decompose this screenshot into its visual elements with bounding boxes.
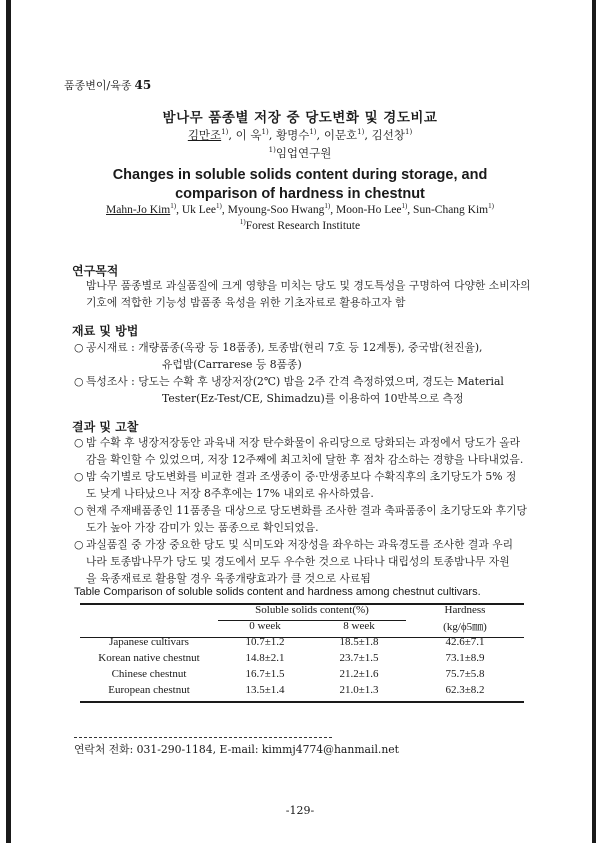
bullet-icon: ○ xyxy=(74,436,84,449)
affil-mark: 1) xyxy=(239,218,246,227)
bullet-icon: ○ xyxy=(74,341,84,354)
text-line: 밤나무 품종별로 과실품질에 크게 영향을 미치는 당도 및 경도특성을 구명하여 다양한 소비자의 xyxy=(86,279,531,292)
cell: 21.0±1.3 xyxy=(339,684,379,696)
korean-title: 밤나무 품종별 저장 중 당도변화 및 경도비교 xyxy=(162,110,438,126)
objective-text xyxy=(86,277,532,311)
section-tag-label: 품종변이/육종 xyxy=(64,79,132,92)
footnote-divider xyxy=(74,737,332,738)
result-item xyxy=(74,468,534,502)
text-line: 감을 확인할 수 있었으며, 저장 12주째에 최고치에 달한 후 점차 감소하는 경향을 나타내었음. xyxy=(86,453,524,466)
cell: 16.7±1.5 xyxy=(245,668,285,680)
table-row xyxy=(80,650,524,666)
table-header-row xyxy=(80,618,524,634)
author-name: Uk Lee xyxy=(181,204,216,216)
author-name: 김만조 xyxy=(187,128,222,142)
cell: Chinese chestnut xyxy=(111,668,187,680)
english-affiliation xyxy=(0,220,600,232)
affil-mark: 1) xyxy=(268,146,276,155)
header-cell xyxy=(80,602,218,618)
table-row xyxy=(80,666,524,682)
abstract-number: 45 xyxy=(134,78,152,92)
bullet-icon: ○ xyxy=(74,538,84,551)
objective-heading: 연구목적 xyxy=(72,264,119,278)
result-item xyxy=(74,434,534,468)
author-name: Myoung-Soo Hwang xyxy=(227,204,325,216)
methods-heading: 재료 및 방법 xyxy=(72,324,139,338)
header-cell: 8 week xyxy=(343,620,375,632)
author-affil-mark: 1) xyxy=(309,128,317,137)
text-line: 유럽밤(Carrarese 등 8품종) xyxy=(162,358,302,371)
text-line: 개량품종(옥광 등 18품종), 토종밤(현리 7호 등 12계통), 중국밤(천진율), xyxy=(138,341,483,354)
methods-material xyxy=(74,339,534,373)
header-cell: Hardness xyxy=(444,604,486,616)
author-affil-mark: 1) xyxy=(221,128,229,137)
author-affil-mark: 1) xyxy=(405,128,413,137)
author-name: Mahn-Jo Kim xyxy=(106,204,171,216)
table-row xyxy=(80,682,524,698)
cell: Japanese cultivars xyxy=(109,636,189,648)
english-authors: Mahn-Jo Kim$^{1)}$, Uk Lee$^{1)}$, Myoung-Soo Hwang$^{1)}$, Moon-Ho Lee$^{1)}$, Sun-Chang Kim$^{1)}$ xyxy=(106,202,494,216)
author-affil-mark: 1) xyxy=(488,202,494,211)
survey-label: 특성조사 : xyxy=(86,375,135,388)
header-cell: (kg/ϕ5㎜) xyxy=(443,621,487,633)
author-affil-mark: 1) xyxy=(401,202,408,211)
cell: 75.7±5.8 xyxy=(445,668,485,680)
result-item xyxy=(74,502,534,536)
author-affil-mark: 1) xyxy=(324,202,331,211)
contact-info: 연락처 전화: 031-290-1184, E-mail: kimmj4774@hanmail.net xyxy=(74,743,400,756)
text-line: 밤 수확 후 냉장저장동안 과육내 저장 탄수화물이 유리당으로 당화되는 과정에서 당도가 올라 xyxy=(86,436,521,449)
cell: 21.2±1.6 xyxy=(339,668,379,680)
english-title-line: Changes in soluble solids content during storage, and xyxy=(112,167,488,183)
material-label: 공시재료 : xyxy=(86,341,135,354)
author-affil-mark: 1) xyxy=(216,202,222,211)
korean-authors: 김만조$^{1)}$, 이 욱$^{1)}$, 황명수$^{1)}$, 이문호$^{1)}$, 김선창$^{1)}$ xyxy=(187,128,413,142)
text-line: Tester(Ez-Test/CE, Shimadzu)를 이용하여 10반복으로 측정 xyxy=(162,392,464,405)
english-title-line: comparison of hardness in chestnut xyxy=(175,186,425,202)
cell: 18.5±1.8 xyxy=(339,636,379,648)
cell: 42.6±7.1 xyxy=(445,636,485,648)
author-affil-mark: 1) xyxy=(261,128,269,137)
text-line: 밤 숙기별로 당도변화를 비교한 결과 조생종이 중·만생종보다 수확직후의 초기당도가 5% 정 xyxy=(86,470,517,483)
cell: 14.8±2.1 xyxy=(245,652,285,664)
text-line: 당도는 수확 후 냉장저장(2℃) 밤을 2주 간격 측정하였으며, 경도는 Material xyxy=(138,375,504,388)
english-title xyxy=(0,166,600,204)
table-row xyxy=(80,634,524,650)
cell: Korean native chestnut xyxy=(98,652,200,664)
cell: 62.3±8.2 xyxy=(445,684,485,696)
author-name: 김선창 xyxy=(371,128,405,142)
table-header-row xyxy=(80,602,524,618)
bullet-icon: ○ xyxy=(74,375,84,388)
affil-text: Forest Research Institute xyxy=(245,220,361,232)
cell: 23.7±1.5 xyxy=(339,652,379,664)
text-line: 나라 토종밤나무가 당도 및 경도에서 모두 우수한 것으로 나타나 대립성의 토종밤나무 자원 xyxy=(86,555,510,568)
header-cell: Soluble solids content(%) xyxy=(255,604,369,616)
text-line: 을 육종재료로 활용할 경우 육종개량효과가 클 것으로 사료됨 xyxy=(86,572,371,585)
author-affil-mark: 1) xyxy=(357,128,365,137)
bullet-icon: ○ xyxy=(74,470,84,483)
table-caption: Table Comparison of soluble solids content and hardness among chestnut cultivars. xyxy=(74,586,481,598)
bullet-icon: ○ xyxy=(74,504,84,517)
result-item xyxy=(74,536,534,587)
author-name: 이문호 xyxy=(323,128,358,142)
header-cell: 0 week xyxy=(249,620,281,632)
header-cell xyxy=(80,618,218,634)
text-line: 과실품질 중 가장 중요한 당도 및 식미도와 저장성을 좌우하는 과육경도를 조사한 결과 우리 xyxy=(86,538,514,551)
cell: European chestnut xyxy=(108,684,190,696)
text-line: 도가 높아 가장 감미가 있는 품종으로 확인되었음. xyxy=(86,521,319,534)
cell: 13.5±1.4 xyxy=(245,684,285,696)
text-line: 기호에 적합한 기능성 밤품종 육성을 위한 기초자료로 활용하고자 함 xyxy=(86,296,406,309)
cell: 73.1±8.9 xyxy=(445,652,485,664)
author-name: Sun-Chang Kim xyxy=(413,204,489,216)
data-table xyxy=(80,602,524,698)
author-name: 황명수 xyxy=(276,128,310,142)
results-heading: 결과 및 고찰 xyxy=(72,420,139,434)
text-line: 도 낮게 나타났으나 저장 8주후에는 17% 내외로 유사하였음. xyxy=(86,487,374,500)
table-bottom-rule xyxy=(80,701,524,703)
page-number: -129- xyxy=(285,804,315,817)
cell: 10.7±1.2 xyxy=(245,636,285,648)
author-name: 이 욱 xyxy=(235,128,262,142)
affil-text: 임업연구원 xyxy=(275,146,332,160)
author-affil-mark: 1) xyxy=(170,202,177,211)
author-name: Moon-Ho Lee xyxy=(335,204,402,216)
korean-affiliation xyxy=(0,145,600,161)
methods-survey xyxy=(74,373,534,407)
section-tag xyxy=(64,77,151,93)
text-line: 현재 주재배품종인 11품종을 대상으로 당도변화를 조사한 결과 축파품종이 초기당도와 후기당 xyxy=(86,504,527,517)
